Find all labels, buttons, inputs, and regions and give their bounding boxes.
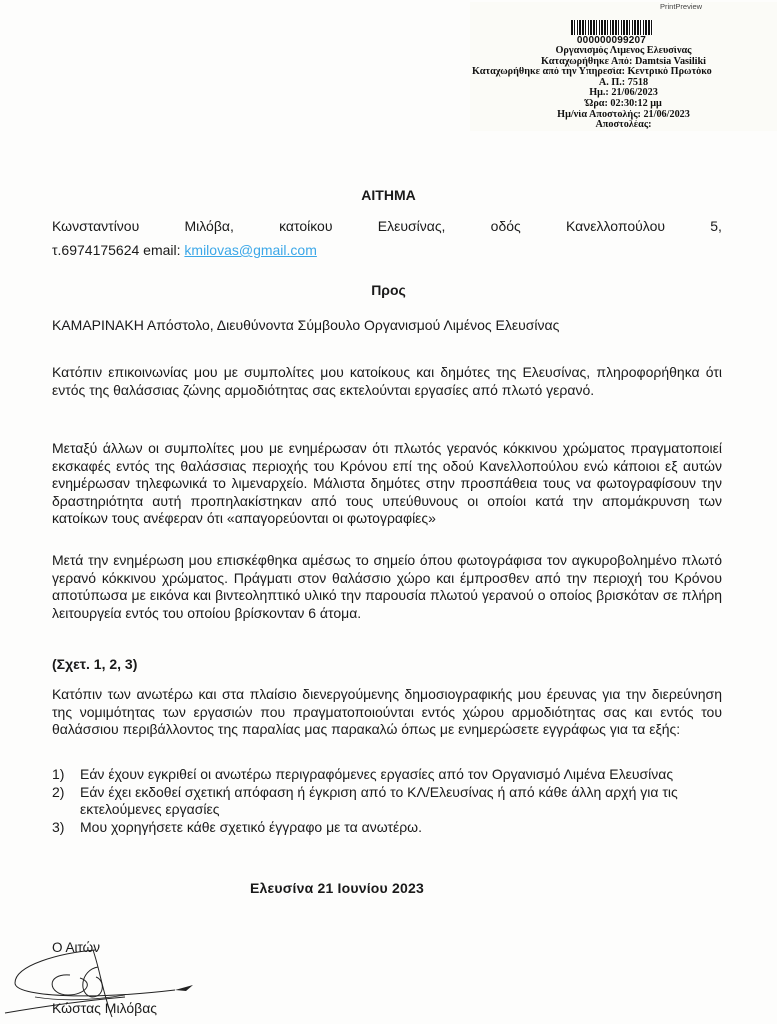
sender-email-link[interactable]: kmilovas@gmail.com [184,242,317,258]
sender-residence-word: κατοίκου [279,218,333,234]
list-item [52,784,722,819]
list-item [52,819,722,837]
document-title: ΑΙΤΗΜΑ [361,187,416,203]
sender-town: Ελευσίνας, [377,218,446,234]
requests-list [52,766,722,836]
barcode-number: 000000099207 [576,35,647,46]
sender-street-number: 5, [710,218,722,234]
stamp-registered-service: Καταχωρήθηκε από την Υπηρεσία: Κεντρικό Πρωτόκο [472,67,712,78]
stamp-time: Ώρα: 02:30:12 μμ [585,98,662,109]
list-item-text: Εάν έχει εκδοθεί σχετική απόφαση ή έγκριση από το ΚΛ/Ελευσίνας ή από κάθε άλλη αρχή για τις εκτελούμενες εργασίες [80,783,678,818]
stamp-date: Ημ.: 21/06/2023 [589,88,658,99]
registration-stamp [470,2,777,131]
list-item [52,766,722,784]
paragraph-2: Μεταξύ άλλων οι συμπολίτες μου με ενημέρωσαν ότι πλωτός γερανός κόκκινου χρώματος πραγματοποιεί εκσκαφές εντός της θαλάσσιας περιοχής του Κρόνου επί της οδού Κανελλοπούλου ενώ κάποιοι εξ αυτών ενημέρωσαν τηλεφωνικά το λιμεναρχείο. Μάλιστα δημότες στην προσπάθεια τους να φωτογραφίσουν την δραστηριότητα αυτή προπηλακίστηκαν από τους υπεύθυνους οι οποίοι κατά την απομάκρυνση των κατοίκων τους ανέφεραν ότι «απαγορεύονται οι φωτογραφίες» [52,440,722,527]
signer-label: Ο Αιτών [52,940,100,955]
sender-address-line [52,214,722,238]
stamp-send-date: Ημ/νία Αποστολής: 21/06/2023 [557,109,690,120]
list-item-number: 3) [52,818,65,835]
sender-street: Κανελλοπούλου [566,218,666,234]
paragraph-1: Κατόπιν επικοινωνίας μου με συμπολίτες μου κατοίκους και δημότες της Ελευσίνας, πληροφορήθηκα ότι εντός της θαλάσσιας ζώνης αρμοδιότητας σας εκτελούνται εργασίες από πλωτό γερανό. [52,364,722,398]
list-item-number: 1) [52,766,65,782]
list-item-number: 2) [52,783,65,800]
stamp-registered-by: Καταχωρήθηκε Από: Damtsia Vasiliki [540,56,706,67]
sender-street-word: οδός [490,218,521,234]
stamp-protocol-number: Α. Π.: 7518 [598,77,649,88]
list-item-text: Μου χορηγήσετε κάθε σχετικό έγγραφο με τα ανωτέρω. [80,818,422,835]
stamp-organization: Οργανισμός Λιμενος Ελευσίνας [555,46,692,56]
sender-phone: τ.6974175624 email: [52,242,185,258]
to-heading: Προς [371,282,406,298]
print-preview-label: PrintPreview [660,2,703,11]
sender-block [52,214,722,262]
stamp-sender: Αποστολέας: [595,120,652,131]
signer-name: Κώστας Μιλόβας [52,1000,158,1016]
reference-attachments: (Σχετ. 1, 2, 3) [52,656,138,672]
sender-first-name: Κωνσταντίνου [52,218,140,234]
place-and-date: Ελευσίνα 21 Ιουνίου 2023 [250,880,424,896]
paragraph-3: Μετά την ενημέρωση μου επισκέφθηκα αμέσως το σημείο όπου φωτογράφισα τον αγκυροβολημένο πλωτό γερανό κόκκινου χρώματος. Πράγματι στον θαλάσσιο χώρο και έμπροσθεν από την περιοχή του Κρόνου αποτύπωσα με εικόνα και βιντεοληπτικό υλικό την παρουσία πλωτού γερανού ο οποίος βρισκόταν σε πλήρη λειτουργεία εντός του οποίου βρίσκονταν 6 άτομα. [52,552,722,621]
list-item-text: Εάν έχουν εγκριθεί οι ανωτέρω περιγραφόμενες εργασίες από τον Οργανισμό Λιμένα Ελευσίνας [80,766,674,782]
sender-surname: Μιλόβα, [184,218,234,234]
paragraph-4: Κατόπιν των ανωτέρω και στα πλαίσιο διενεργούμενης δημοσιογραφικής μου έρευνας για την διερεύνηση της νομιμότητας των εργασιών που πραγματοποιούνται εντός χώρου αρμοδιότητας σας και εντός του θαλάσσιου περιβάλλοντος της παραλίας μας παρακαλώ όπως με ενημερώσετε εγγράφως για τα εξής: [52,686,722,738]
recipient-line: ΚΑΜΑΡΙΝΑΚΗ Απόστολο, Διευθύνοντα Σύμβουλο Οργανισμού Λιμένος Ελευσίνας [52,317,560,333]
sender-contact-line [52,238,722,262]
barcode [571,20,653,35]
